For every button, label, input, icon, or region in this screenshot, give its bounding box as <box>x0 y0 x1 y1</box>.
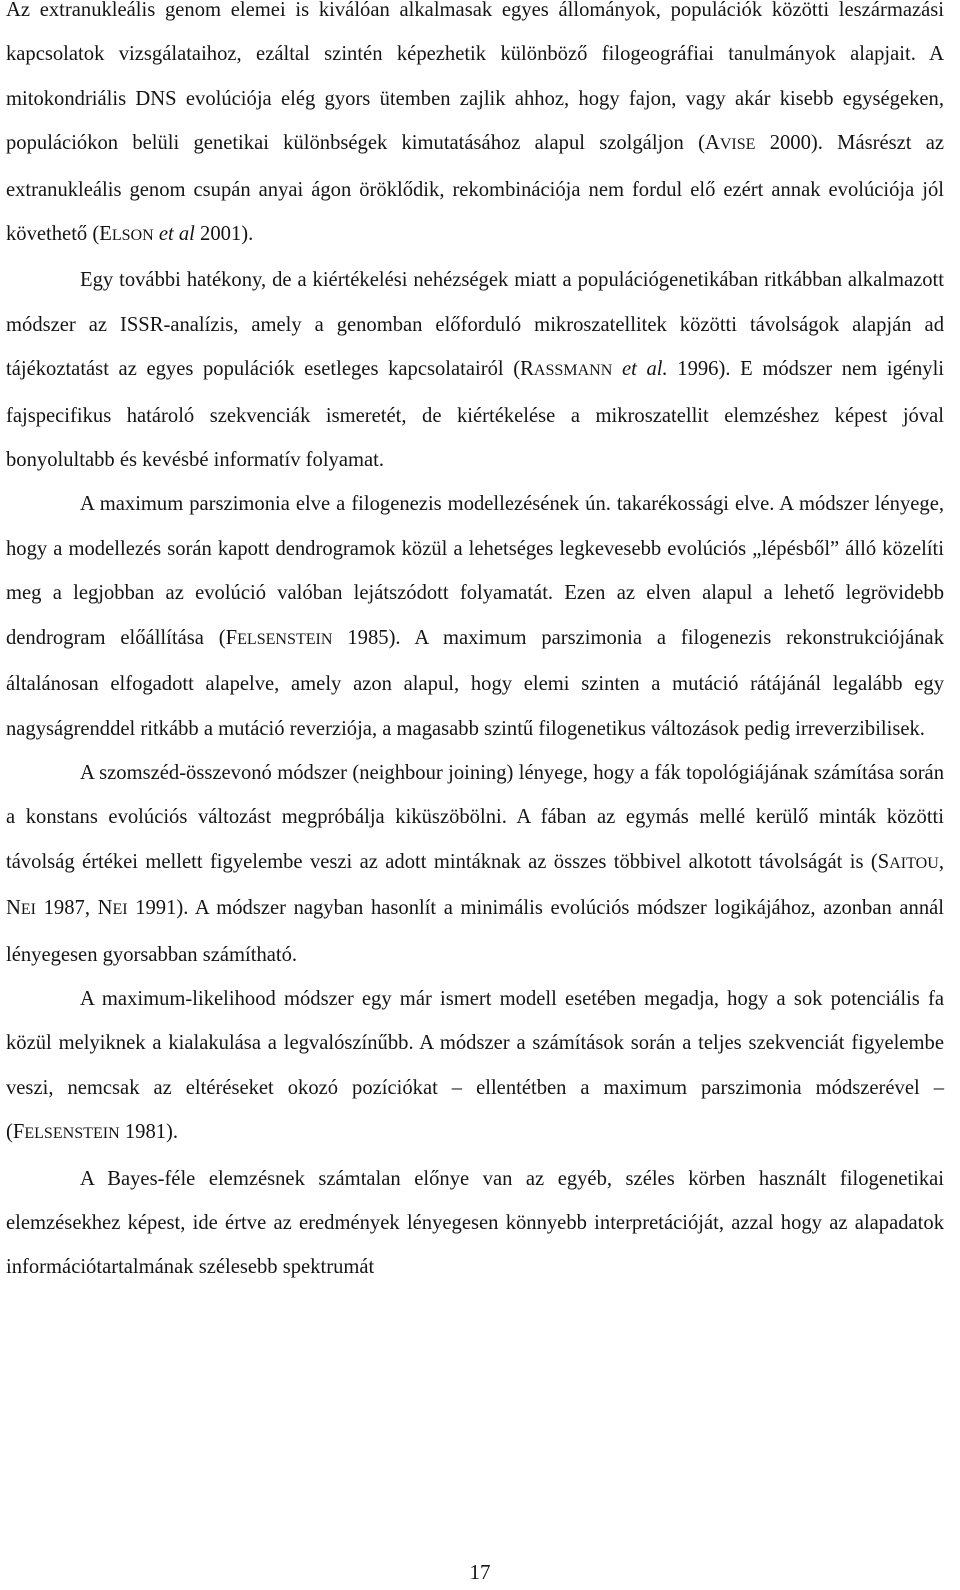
citation-nei-1987: NEI <box>6 897 37 920</box>
paragraph-maximum-likelihood: A maximum-likelihood módszer egy már ismert modell esetében megadja, hogy a sok potenciális fa közül melyiknek a kialakulása a legvalószínűbb. A módszer a számítások során a teljes szekvenciát figyelembe veszi, nemcsak az eltéréseket okozó pozíciókat – ellentétben a maximum parszimonia módszerével – (FELSENSTEIN 1981). <box>6 987 944 1144</box>
paragraph-bayesian-analysis: A Bayes-féle elemzésnek számtalan előnye van az egyéb, széles körben használt filogenetikai elemzésekhez képest, ide értve az eredmények lényegesen könnyebb interpretációját, azzal hogy az alapadatok információtartalmának szélesebb spektrumát <box>6 1167 944 1279</box>
paragraph-maximum-parsimony: A maximum parszimonia elve a filogenezis modellezésének ún. takarékossági elve. A módszer lényege, hogy a modellezés során kapott dendrogramok közül a lehetséges legkevesebb evolúciós „lépésből” álló közelíti meg a legjobban az evolúció valóban lejátszódott folyamatát. Ezen az elven alapul a lehető legrövidebb dendrogram előállítása (FELSENSTEIN 1985). A maximum parszimonia a filogenezis rekonstrukciójának általánosan elfogadott alapelve, amely azon alapul, hogy elemi szinten a mutáció rátájánál legalább egy nagyságrenddel ritkább a mutáció reverziója, a magasabb szintű filogenetikus változások pedig irreverzibilisek. <box>6 493 944 740</box>
paragraph-issr-analysis: Egy további hatékony, de a kiértékelési nehézségek miatt a populációgenetikában ritkábban alkalmazott módszer az ISSR-analízis, amely a genomban előforduló mikroszatellitek közötti távolságok alapján ad tájékoztatást az egyes populációk esetleges kapcsolatairól (RASSMANN et al. 1996). E módszer nem igényli fajspecifikus határoló szekvenciák ismeretét, de kiértékelése a mikroszatellit elemzéshez képest jóval bonyolultabb és kevésbé informatív folyamat. <box>6 269 945 472</box>
citation-elson: ELSON et al <box>99 223 195 246</box>
citation-nei-1991: NEI <box>97 897 128 920</box>
paragraph-neighbour-joining: A szomszéd-összevonó módszer (neighbour joining) lényege, hogy a fák topológiájának számítása során a konstans evolúciós változást megpróbálja kiküszöbölni. A fában az egymás mellé kerülő minták közötti távolság értékei mellett figyelembe veszi az adott mintáknak az összes többivel alkotott távolságát is (SAITOU, NEI 1987, NEI 1991). A módszer nagyban hasonlít a minimális evolúciós módszer logikájához, azonban annál lényegesen gyorsabban számítható. <box>6 761 944 966</box>
citation-avise: AVISE <box>704 132 756 155</box>
paragraph-extranuclear-genome: Az extranukleális genom elemei is kiválóan alkalmasak egyes állományok, populációk közötti leszármazási kapcsolatok vizsgálataihoz, ezáltal szintén képezhetik különböző filogeográfiai tanulmányok alapjait. A mitokondriális DNS evolúciója elég gyors ütemben zajlik ahhoz, hogy fajon, vagy akár kisebb egységeken, populációkon belüli genetikai különbségek kimutatásához alapul szolgáljon (AVISE 2000). Másrészt az extranukleális genom csupán anyai ágon öröklődik, rekombinációja nem fordul elő ezért annak evolúciója jól követhető (ELSON et al 2001). <box>6 0 944 246</box>
page-number: 17 <box>469 1560 491 1584</box>
citation-rassmann: RASSMANN et al. <box>520 358 668 381</box>
citation-felsenstein-1981: FELSENSTEIN <box>12 1121 120 1144</box>
body-text <box>6 0 944 1290</box>
citation-saitou: SAITOU <box>877 850 939 873</box>
citation-felsenstein-1985: FELSENSTEIN <box>225 626 333 649</box>
